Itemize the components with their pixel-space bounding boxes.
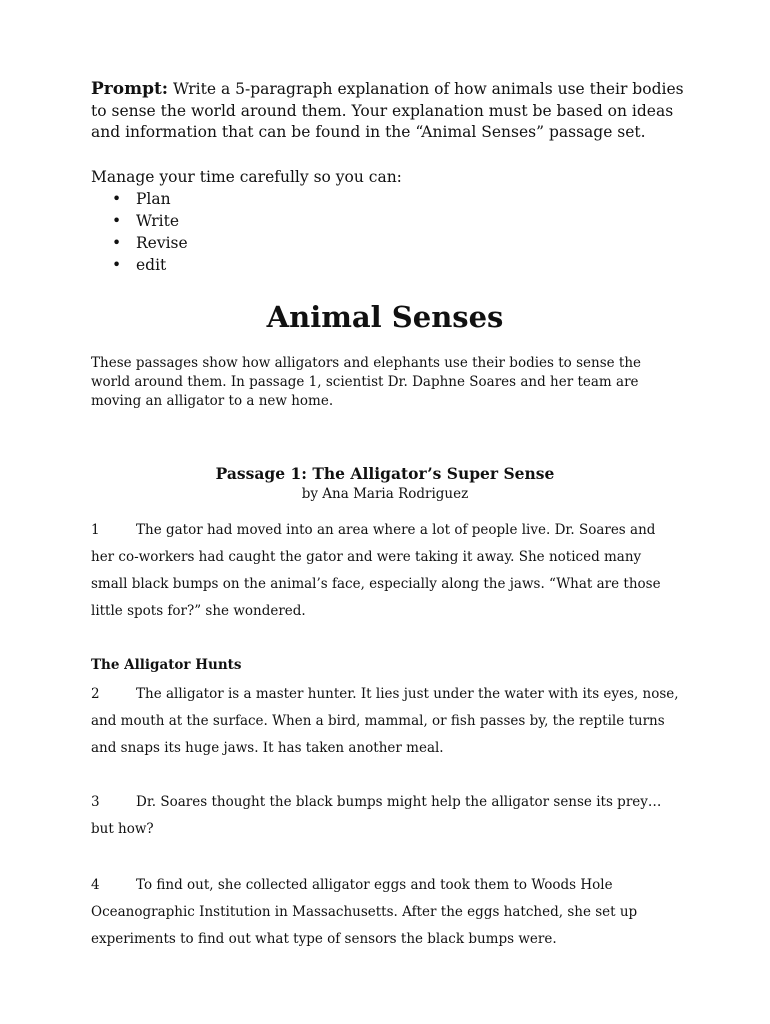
paragraph-text: Dr. Soares thought the black bumps might help the alligator sense its prey…but how?: [91, 794, 662, 837]
task-list: [112, 188, 188, 276]
task-list-item: • edit: [112, 254, 188, 276]
paragraph-number: 4: [91, 877, 100, 893]
section-heading: The Alligator Hunts: [91, 657, 242, 673]
paragraph-number: 1: [91, 522, 100, 538]
prompt-label: Prompt:: [91, 79, 169, 99]
paragraph-text: The alligator is a master hunter. It lies just under the water with its eyes, nose, and mouth at the surface. When a bird, mammal, or fish passes by, the reptile turns and snaps its huge jaws. It has taken another meal.: [91, 686, 679, 756]
paragraph-text: The gator had moved into an area where a lot of people live. Dr. Soares and her co-workers had caught the gator and were taking it away. She noticed many small black bumps on the animal’s face, especially along the jaws. “What are those little spots for?” she wondered.: [91, 522, 661, 619]
task-list-item: • Write: [112, 210, 188, 232]
passage-title: Passage 1: The Alligator’s Super Sense: [215, 464, 555, 483]
paragraph-text: To find out, she collected alligator eggs and took them to Woods Hole Oceanographic Institution in Massachusetts. After the eggs hatched, she set up experiments to find out what type of sensors the black bumps were.: [91, 877, 638, 947]
intro-paragraph: These passages show how alligators and elephants use their bodies to sense the world around them. In passage 1, scientist Dr. Daphne Soares and her team are moving an alligator to a new home.: [91, 355, 642, 409]
manage-intro: Manage your time carefully so you can:: [91, 168, 402, 186]
prompt-block: [91, 79, 691, 144]
paragraph: [91, 517, 681, 625]
paragraph: [91, 872, 681, 953]
paragraph: [91, 789, 681, 843]
prompt-text: Write a 5-paragraph explanation of how animals use their bodies to sense the world around them. Your explanation must be based on ideas and information that can be found in the “Animal Senses” passage set.: [91, 80, 684, 141]
paragraph-number: 2: [91, 686, 100, 702]
passage-byline: by Ana Maria Rodriguez: [301, 486, 469, 502]
paragraph: [91, 681, 681, 762]
page-title: Animal Senses: [266, 300, 504, 334]
task-list-item: • Revise: [112, 232, 188, 254]
paragraph-number: 3: [91, 794, 100, 810]
task-list-item: • Plan: [112, 188, 188, 210]
